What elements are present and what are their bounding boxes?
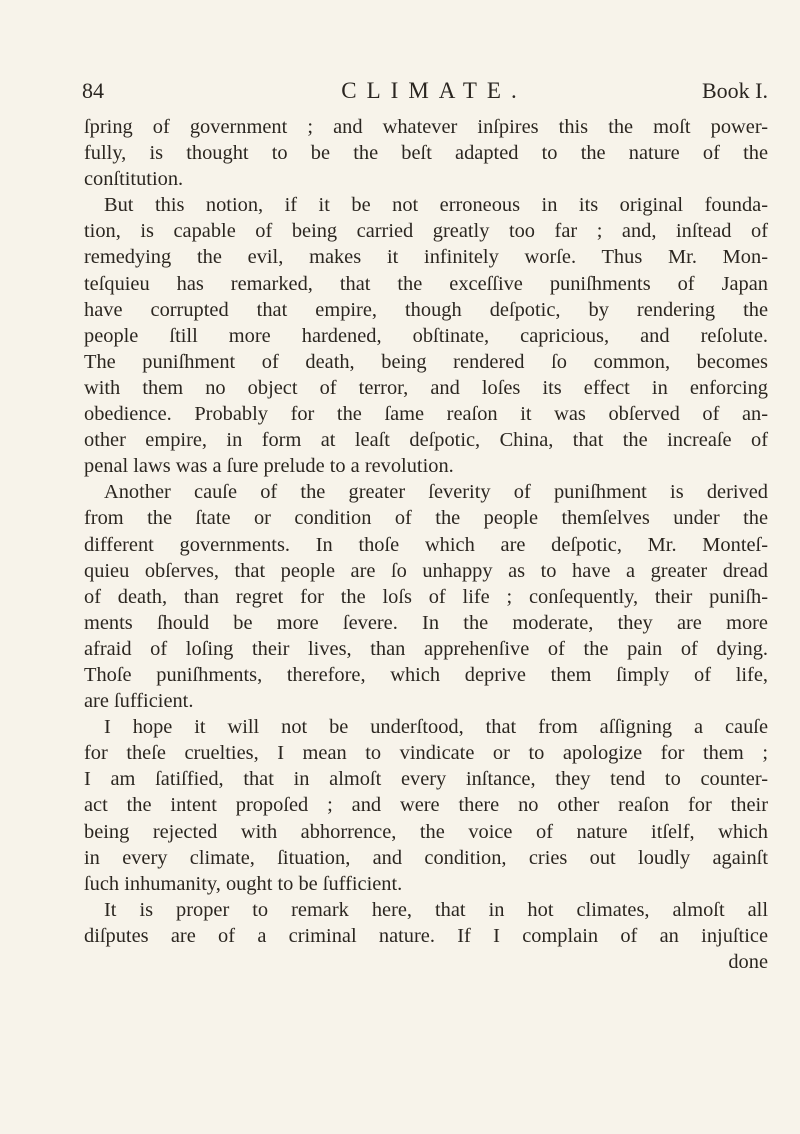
text-line: The puniſhment of death, being rendered ſo common, becomes <box>84 350 768 373</box>
text-line: penal laws was a ſure prelude to a revolution. <box>84 455 454 478</box>
text-line: teſquieu has remarked, that the exceſſive puniſhments of Japan <box>84 272 768 295</box>
text-line: ſpring of government ; and whatever inſpires this the moſt power- <box>84 116 768 138</box>
text-line: quieu obſerves, that people are ſo unhappy as to have a greater dread <box>84 559 768 582</box>
text-line: ments ſhould be more ſevere. In the moderate, they are more <box>84 611 768 634</box>
text-line: with them no object of terror, and loſes its effect in enforcing <box>84 376 768 399</box>
text-line: I hope it will not be underſtood, that from aſſigning a cauſe <box>104 716 768 739</box>
text-line: But this notion, if it be not erroneous in its original founda- <box>104 194 768 217</box>
text-line: being rejected with abhorrence, the voice of nature itſelf, which <box>84 820 768 843</box>
text-line: tion, is capable of being carried greatly too far ; and, inſtead of <box>84 220 768 243</box>
text-line: for theſe cruelties, I mean to vindicate or to apologize for them ; <box>84 742 768 765</box>
text-line: from the ſtate or condition of the people themſelves under the <box>84 507 768 530</box>
body-text <box>84 114 768 975</box>
text-line: Thoſe puniſhments, therefore, which deprive them ſimply of life, <box>84 663 768 686</box>
book-label: Book I. <box>702 78 768 103</box>
text-line: act the intent propoſed ; and were there no other reaſon for their <box>84 794 768 817</box>
text-line: It is proper to remark here, that in hot climates, almoſt all <box>104 898 768 921</box>
text-line: done <box>728 951 768 973</box>
text-line: have corrupted that empire, though deſpotic, by rendering the <box>84 298 768 321</box>
text-line: different governments. In thoſe which are deſpotic, Mr. Monteſ- <box>84 533 768 556</box>
text-line: fully, is thought to be the beſt adapted to the nature of the <box>84 142 768 165</box>
page-number: 84 <box>82 78 104 103</box>
text-line: obedience. Probably for the ſame reaſon it was obſerved of an- <box>84 403 768 426</box>
text-line: are ſufficient. <box>84 690 194 713</box>
text-line: people ſtill more hardened, obſtinate, capricious, and reſolute. <box>84 324 768 347</box>
text-line: remedying the evil, makes it infinitely worſe. Thus Mr. Mon- <box>84 246 768 269</box>
text-line: of death, than regret for the loſs of life ; conſequently, their puniſh- <box>84 585 768 608</box>
page-header <box>82 78 768 112</box>
text-line: afraid of loſing their lives, than apprehenſive of the pain of dying. <box>84 637 768 660</box>
running-title: CLIMATE. <box>341 78 527 103</box>
text-line: conſtitution. <box>84 168 184 191</box>
text-line: ſuch inhumanity, ought to be ſufficient. <box>84 872 403 895</box>
text-line: Another cauſe of the greater ſeverity of puniſhment is derived <box>104 481 768 504</box>
text-line: other empire, in form at leaſt deſpotic, China, that the increaſe of <box>84 429 768 452</box>
text-line: I am ſatiſfied, that in almoſt every inſtance, they tend to counter- <box>84 768 768 791</box>
text-line: in every climate, ſituation, and condition, cries out loudly againſt <box>84 846 768 869</box>
text-line: diſputes are of a criminal nature. If I complain of an injuſtice <box>84 924 768 947</box>
